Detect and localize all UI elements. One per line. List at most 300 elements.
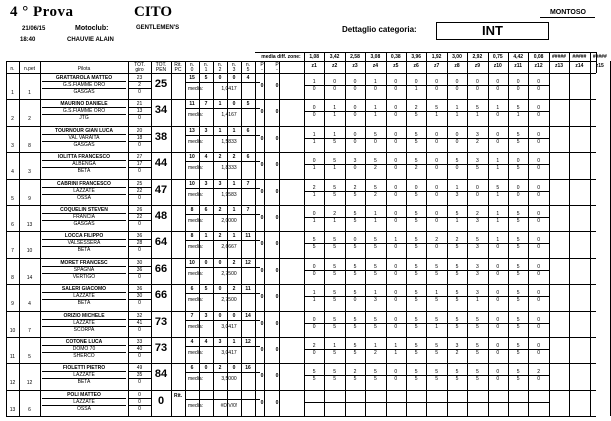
score-count: 7	[246, 180, 250, 187]
zone-score-lap1: 5	[373, 184, 377, 191]
lap-underline	[128, 194, 151, 195]
zone-score-lap1: 5	[455, 290, 459, 297]
total-penalty: 73	[154, 315, 168, 328]
zone-score-lap2: 5	[475, 165, 479, 172]
zone-score-lap1: 5	[353, 316, 357, 323]
zone-score-lap1: 0	[516, 158, 520, 165]
penalty-1: 0	[260, 109, 264, 116]
lap-underline	[128, 345, 151, 346]
score-count: 2	[232, 154, 236, 161]
count-underline	[185, 188, 260, 189]
count-underline	[185, 346, 260, 347]
zone-score-lap1: 1	[373, 290, 377, 297]
zone-score-lap1: 5	[516, 105, 520, 112]
zone-score-lap1: 1	[435, 290, 438, 297]
average-score: 2,6667	[221, 244, 237, 251]
club-underline	[42, 114, 126, 115]
zone-score-lap1: 5	[373, 369, 377, 376]
lap-total: 0	[138, 168, 141, 175]
zone-score-lap2: 0	[394, 297, 398, 304]
zone-score-lap2: 5	[353, 244, 357, 251]
col-line	[19, 61, 20, 416]
zone-score-lap2: 0	[312, 350, 316, 356]
rider-bike: OSSA	[77, 405, 91, 412]
col-n3-1: n.	[231, 62, 237, 68]
rider-name: MAURINO DANIELE	[60, 101, 108, 108]
zone-score-lap1: 5	[475, 105, 479, 112]
col-n5-2: 5	[246, 67, 250, 73]
rider-club: ALBENGA	[72, 161, 96, 168]
lap-total: 25	[136, 180, 143, 187]
zone-score-lap2: 5	[333, 191, 336, 198]
zone-diff-value: #####	[572, 54, 587, 60]
zone-diff-value: 3,42	[329, 54, 340, 60]
name-underline	[42, 134, 126, 135]
score-count: 1	[232, 127, 236, 134]
zone-label: z3	[352, 63, 358, 69]
row-rank: 3	[11, 142, 14, 149]
penalty-2: 0	[275, 162, 279, 169]
zone-score-lap2: 0	[537, 112, 540, 119]
row-bib: 2	[28, 116, 31, 123]
penalty-2: 0	[275, 215, 279, 221]
zone-score-lap1: 0	[394, 79, 398, 85]
zone-score-lap2: 5	[516, 218, 520, 224]
average-score: 1,8333	[221, 165, 237, 172]
rider-club: LAZZATE	[73, 319, 95, 326]
media-label: media:	[188, 112, 204, 119]
zone-score-lap1: 5	[414, 369, 418, 376]
zone-score-lap2: 5	[414, 350, 418, 356]
zone-score-lap1: 0	[537, 211, 540, 217]
zone-score-lap2: 0	[455, 165, 459, 172]
score-count: 7	[190, 312, 194, 319]
penalty-2: 0	[275, 267, 279, 274]
zone-score-lap2: 1	[435, 323, 438, 330]
zone-col-line	[426, 61, 427, 416]
row-rank: 5	[11, 195, 14, 202]
score-count: 0	[218, 75, 222, 81]
zone-label: z2	[331, 63, 338, 69]
zone-score-lap1: 0	[537, 184, 540, 191]
zone-score-lap1: 0	[394, 131, 398, 138]
zone-score-lap2: 5	[455, 270, 459, 277]
lap-total: 0	[138, 247, 141, 254]
club-underline	[42, 88, 126, 89]
zone-score-lap2: 0	[537, 244, 540, 251]
zone-score-lap1: 0	[435, 158, 438, 165]
score-count: 16	[245, 365, 251, 372]
zone-score-lap1: 5	[516, 343, 520, 349]
zone-score-lap2: 3	[455, 191, 459, 198]
score-count: 1	[232, 207, 236, 213]
zone-score-lap1: 0	[353, 237, 357, 244]
zone-score-lap1: 1	[312, 131, 316, 138]
lap-total: 18	[136, 134, 143, 141]
zone-score-lap1: 1	[394, 237, 398, 244]
zone-score-lap1: 0	[353, 79, 357, 85]
zone-score-lap1: 0	[394, 158, 398, 165]
zone-score-lap1: 1	[455, 184, 459, 191]
col-n1-2: 1	[204, 67, 208, 73]
zone-score-lap1: 0	[537, 290, 540, 297]
zone-score-lap1: 2	[312, 343, 316, 349]
zone-score-lap1: 3	[475, 131, 479, 138]
zone-score-lap1: 5	[455, 316, 459, 323]
lap-underline	[128, 378, 151, 379]
score-count: 11	[189, 101, 195, 108]
name-underline	[42, 81, 126, 82]
score-count: 12	[245, 339, 251, 345]
zone-score-lap1: 0	[537, 316, 540, 323]
zone-score-lap1: 0	[496, 263, 500, 270]
col-tot_pen-2: PEN	[155, 67, 167, 73]
zone-diff-value: 1,92	[431, 54, 442, 60]
zone-score-lap2: 0	[537, 218, 540, 224]
event-time: 18:40	[20, 37, 36, 43]
zone-score-lap2: 1	[455, 218, 459, 224]
zone-score-lap1: 0	[455, 131, 459, 138]
rider-bike: BETA	[77, 168, 91, 175]
lap-total: 0	[138, 141, 141, 148]
zone-score-lap1: 0	[312, 105, 316, 112]
zone-score-lap2: 1	[475, 112, 479, 119]
media-label: media:	[188, 191, 204, 198]
row-bib: 8	[28, 142, 31, 149]
total-penalty: 66	[154, 262, 168, 275]
lap-total: 0	[138, 300, 141, 307]
col-pilota: Pilota	[77, 66, 91, 72]
score-count: 0	[232, 75, 236, 81]
zone-label: z5	[393, 63, 399, 69]
score-count: 1	[232, 180, 236, 187]
zone-score-lap2: 5	[373, 323, 377, 330]
rider-club: SPAGNA	[73, 266, 95, 273]
zone-score-lap1: 5	[353, 263, 357, 270]
score-count: 4	[204, 339, 208, 345]
zone-score-lap2: 5	[475, 376, 479, 383]
zone-score-lap2: 5	[312, 376, 316, 383]
rider-bike: OSSA	[77, 194, 91, 201]
zone-score-lap1: 5	[475, 343, 479, 349]
row-rank: 2	[11, 116, 14, 123]
rider-bike: BETA	[77, 379, 91, 386]
rider-bike: SHERCO	[73, 353, 95, 359]
rider-name: TOURNOUR GIAN LUCA	[55, 127, 113, 134]
col-line	[255, 61, 256, 416]
zone-score-lap2: 1	[333, 218, 336, 224]
score-count: 0	[232, 312, 236, 319]
penalty-2: 0	[275, 241, 279, 248]
zone-score-lap2: 5	[516, 270, 520, 277]
zone-score-lap2: 0	[394, 218, 398, 224]
row-bib: 9	[28, 195, 31, 202]
zone-score-lap2: 0	[537, 138, 540, 145]
lap-underline	[128, 239, 151, 240]
zone-score-lap1: 0	[394, 369, 398, 376]
zone-score-lap1: 5	[414, 290, 418, 297]
zone-col-line	[528, 61, 529, 416]
club-underline	[42, 167, 126, 168]
zone-score-lap2: 0	[333, 86, 336, 92]
average-score: 2,7500	[221, 297, 237, 304]
zone-score-lap1: 0	[516, 184, 520, 191]
penalty-1: 0	[260, 241, 264, 248]
zone-score-lap2: 1	[496, 165, 500, 172]
club-underline	[42, 352, 126, 353]
zone-score-lap2: 0	[394, 191, 398, 198]
zone-score-lap2: 0	[475, 86, 479, 92]
zone-score-lap1: 1	[496, 105, 500, 112]
zone-score-lap1: 5	[435, 263, 438, 270]
rider-name: COTONE LUCA	[65, 339, 103, 345]
zone-score-lap1: 2	[537, 369, 540, 376]
zone-score-lap1: 5	[312, 237, 316, 244]
lap-total: 0	[138, 391, 141, 398]
col-line	[128, 61, 129, 416]
rider-bike: BETA	[77, 300, 91, 307]
zone-label: z9	[474, 63, 481, 69]
zone-score-lap1: 5	[333, 369, 336, 376]
rider-club: LAZZATE	[73, 187, 95, 194]
zone-label: z12	[534, 63, 543, 69]
zone-score-lap2: 0	[353, 86, 357, 92]
zone-score-lap1: 5	[455, 263, 459, 270]
zone-score-lap2: 0	[394, 376, 398, 383]
zone-label: z15	[595, 63, 604, 69]
zone-score-lap2: 2	[373, 165, 377, 172]
lap-total: 36	[136, 266, 143, 273]
zone-score-lap2: 0	[435, 86, 438, 92]
zone-score-lap1: 2	[312, 184, 316, 191]
zone-score-lap2: 0	[496, 297, 500, 304]
zone-score-lap2: 5	[414, 112, 418, 119]
zone-score-lap1: 5	[414, 343, 418, 349]
penalty-2: 0	[275, 320, 279, 327]
zone-score-lap2: 5	[516, 244, 520, 251]
zone-score-lap2: 0	[496, 376, 500, 383]
rider-club: FRANCIA	[73, 214, 95, 220]
score-count: 3	[204, 180, 208, 187]
zone-score-lap1: 0	[537, 343, 540, 349]
penalty-1: 0	[260, 294, 264, 301]
row-bib: 5	[28, 354, 31, 360]
zone-score-lap1: 5	[496, 184, 500, 191]
zone-label: z4	[372, 63, 379, 69]
zone-score-lap1: 5	[516, 369, 520, 376]
rider-bike: BETA	[77, 247, 91, 254]
zone-score-lap1: 5	[435, 369, 438, 376]
zone-score-lap2: 1	[312, 191, 316, 198]
zone-score-lap1: 5	[353, 211, 357, 217]
zone-col-line	[596, 52, 597, 73]
zone-score-lap1: 0	[353, 131, 357, 138]
zone-score-lap2: 5	[435, 350, 438, 356]
lap-total: 36	[136, 233, 143, 240]
zone-score-lap1: 0	[312, 211, 316, 217]
zone-score-lap2: 0	[435, 218, 438, 224]
average-score: 1,4167	[221, 112, 237, 119]
zone-score-lap2: 0	[394, 138, 398, 145]
zone-score-lap2: 0	[496, 270, 500, 277]
zone-score-lap2: 5	[435, 270, 438, 277]
lap-underline	[128, 107, 151, 108]
rider-name: GRATTAROLA MATTEO	[55, 75, 113, 81]
zone-score-lap1: 0	[394, 211, 398, 217]
score-count: 7	[204, 101, 208, 108]
zone-score-lap2: 0	[312, 270, 316, 277]
zone-score-lap1: 0	[496, 131, 500, 138]
zone-score-lap2: 5	[414, 244, 418, 251]
row-bib: 10	[26, 248, 33, 255]
media-label: media:	[188, 138, 204, 145]
lap-total: 0	[138, 379, 141, 386]
lap-total: 35	[136, 372, 143, 379]
lap-total: 0	[138, 221, 141, 227]
zone-score-lap2: 5	[475, 323, 479, 330]
name-underline	[42, 160, 126, 161]
lap-total: 22	[136, 187, 143, 194]
zone-score-lap2: 1	[496, 218, 500, 224]
lap-total: 41	[136, 319, 143, 326]
total-penalty: 0	[157, 394, 165, 407]
zone-score-lap1: 2	[475, 211, 479, 217]
score-count: 0	[204, 365, 208, 372]
row-rank: 10	[9, 327, 16, 334]
zone-diff-value: #####	[592, 54, 607, 60]
zone-score-lap2: 5	[516, 138, 520, 145]
zone-score-lap1: 3	[353, 158, 357, 165]
lap-underline	[128, 81, 151, 82]
lap-underline	[128, 326, 151, 327]
zone-score-lap2: 5	[353, 350, 357, 356]
col-rit_pc-2: PC	[174, 67, 182, 73]
name-underline	[42, 239, 126, 240]
col-line	[171, 61, 172, 416]
score-count: 5	[246, 101, 250, 108]
zone-score-lap2: 5	[414, 270, 418, 277]
zone-score-lap2: 0	[394, 323, 398, 330]
rider-name: LOCCA FILIPPO	[64, 233, 104, 240]
zone-score-lap1: 0	[414, 184, 418, 191]
zone-diff-value: 0,38	[390, 54, 401, 60]
zone-score-lap2: 0	[394, 86, 398, 92]
zone-score-lap2: 0	[537, 165, 540, 172]
zone-score-lap2: 1	[333, 112, 336, 119]
total-penalty: 66	[154, 289, 168, 302]
rider-name: SALERI GIACOMO	[61, 286, 107, 293]
total-penalty: 34	[154, 104, 168, 117]
name-underline	[42, 266, 126, 267]
name-underline	[42, 371, 126, 372]
score-count: 8	[190, 233, 194, 240]
zone-score-lap2: 0	[394, 244, 398, 251]
zone-score-lap2: 0	[394, 112, 398, 119]
penalty-1: 0	[260, 373, 264, 380]
lap-total: 2	[138, 82, 141, 88]
lap-total: 23	[136, 75, 143, 81]
zone-score-lap1: 1	[496, 237, 500, 244]
lap-total: 26	[136, 207, 143, 213]
zone-score-lap2: 0	[516, 191, 520, 198]
name-underline	[42, 292, 126, 293]
lap-total: 0	[138, 194, 141, 201]
zone-col-line	[569, 61, 570, 416]
zone-score-lap2: 5	[414, 138, 418, 145]
row-line	[6, 416, 596, 417]
lap-underline	[128, 114, 151, 115]
zone-score-lap2: 0	[537, 270, 540, 277]
zone-score-lap1: 0	[475, 184, 479, 191]
lap-underline	[128, 187, 151, 188]
score-count: 1	[232, 233, 236, 240]
row-rank: 1	[11, 90, 14, 96]
zone-score-lap1: 0	[394, 290, 398, 297]
zone-score-lap2: 3	[475, 244, 479, 251]
zone-score-lap2: 1	[373, 112, 377, 119]
score-count: 3	[204, 312, 208, 319]
zone-score-lap2: 5	[516, 297, 520, 304]
zone-score-lap2: 3	[475, 218, 479, 224]
lap-total: 13	[136, 108, 143, 115]
zone-score-lap1: 5	[414, 237, 418, 244]
count-underline	[185, 267, 260, 268]
total-penalty: 25	[154, 78, 168, 90]
zone-score-lap2: 0	[496, 323, 500, 330]
average-score: #DIV/0!	[220, 402, 238, 409]
zone-score-lap1: 3	[455, 343, 459, 349]
zone-score-lap1: 0	[394, 105, 398, 112]
count-underline	[185, 161, 260, 162]
zone-score-lap2: 0	[496, 138, 500, 145]
lap-total: 49	[136, 365, 143, 372]
col-p1-2: -	[261, 67, 263, 73]
lap-underline	[128, 371, 151, 372]
zone-score-lap1: 3	[475, 263, 479, 270]
lap-underline	[128, 292, 151, 293]
total-penalty: 47	[154, 183, 168, 196]
media-label: media:	[188, 323, 204, 330]
total-penalty: 48	[154, 210, 168, 222]
zone-score-lap2: 5	[414, 376, 418, 383]
zone-score-lap1: 0	[435, 79, 438, 85]
zone-score-lap1: 0	[537, 79, 540, 85]
penalty-1: 0	[260, 347, 264, 353]
zone-score-lap2: 0	[353, 138, 357, 145]
lap-total: 0	[138, 273, 141, 280]
zone-score-lap2: 0	[537, 297, 540, 304]
lap-total: 33	[136, 339, 143, 345]
zone-col-line	[508, 61, 509, 416]
zone-score-lap1: 5	[455, 369, 459, 376]
zone-score-lap2: 0	[537, 191, 540, 198]
score-count: 6	[246, 154, 250, 161]
zone-score-lap1: 0	[435, 211, 438, 217]
media-label: media:	[188, 218, 204, 224]
lap-total: 20	[136, 127, 143, 134]
zone-score-lap2: 2	[455, 350, 459, 356]
zone-col-line	[467, 61, 468, 416]
lap-total: 0	[138, 89, 141, 95]
col-n1-1: n.	[203, 62, 209, 68]
zone-score-lap2: 5	[516, 165, 520, 172]
penalty-1: 0	[260, 162, 264, 169]
col-tot_pen-1: TOT.	[155, 62, 167, 68]
rider-club: DOMO 70	[72, 346, 96, 352]
zone-score-lap2: 5	[353, 376, 357, 383]
score-count: 3	[204, 127, 208, 134]
zone-score-lap2: 1	[312, 165, 316, 172]
